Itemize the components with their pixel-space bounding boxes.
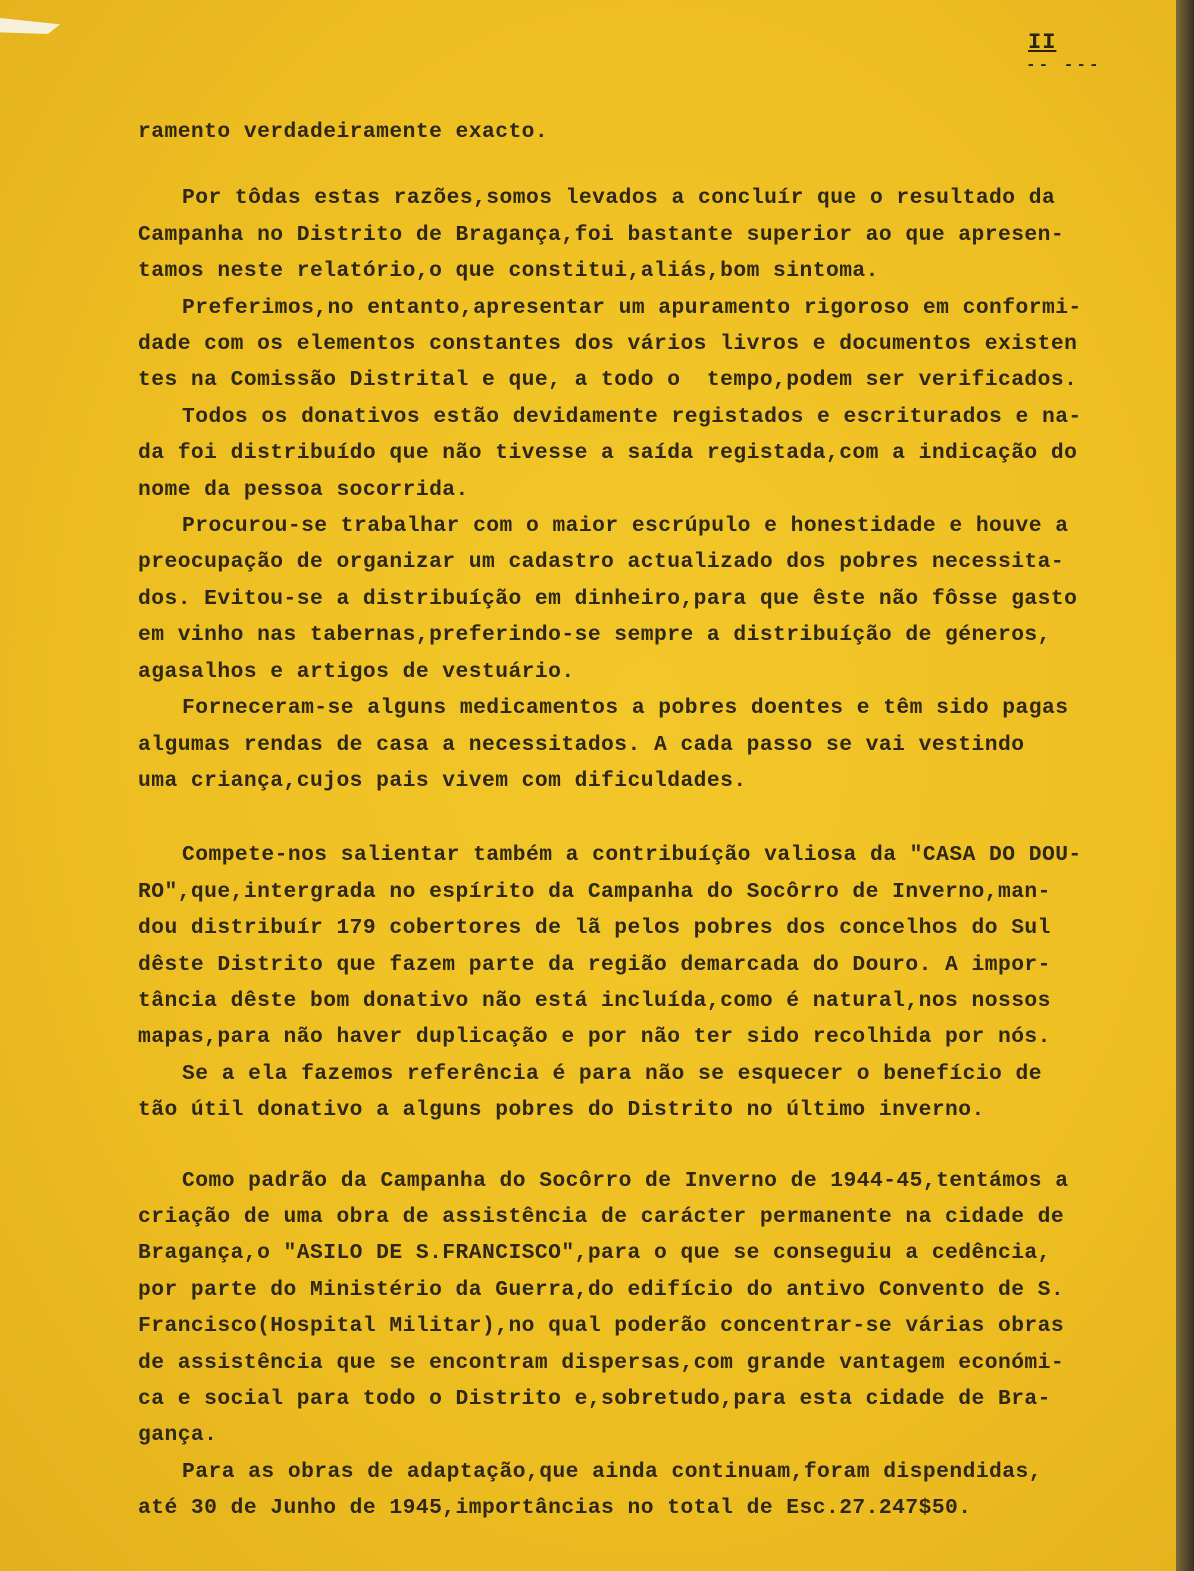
page-number-underline: -- ---	[1026, 56, 1102, 74]
text-line: Todos os donativos estão devidamente registados e escriturados e na-	[182, 404, 1082, 429]
text-line: preocupação de organizar um cadastro actualizado dos pobres necessita-	[138, 550, 1065, 575]
typed-body-text	[138, 114, 1176, 1527]
text-line: tância dêste bom donativo não está incluída,como é natural,nos nossos	[138, 988, 1051, 1013]
text-line: Bragança,o "ASILO DE S.FRANCISCO",para o que se conseguiu a cedência,	[138, 1241, 1051, 1266]
text-line: nome da pessoa socorrida.	[138, 477, 469, 502]
text-line: até 30 de Junho de 1945,importâncias no total de Esc.27.247$50.	[138, 1496, 972, 1521]
text-line: ca e social para todo o Distrito e,sobretudo,para esta cidade de Bra-	[138, 1387, 1051, 1411]
text-line: Campanha no Distrito de Bragança,foi bastante superior ao que apresen-	[138, 222, 1065, 247]
text-line: Procurou-se trabalhar com o maior escrúpulo e honestidade e houve a	[182, 514, 1069, 539]
text-line: em vinho nas tabernas,preferindo-se sempre a distribuíção de géneros,	[138, 623, 1051, 648]
text-line: dade com os elementos constantes dos vários livros e documentos existen	[138, 332, 1078, 357]
text-line: de assistência que se encontram dispersas,com grande vantagem económi-	[138, 1350, 1065, 1375]
text-line: da foi distribuído que não tivesse a saída registada,com a indicação do	[138, 441, 1078, 466]
paragraph-asilo	[138, 1163, 1176, 1454]
text-line: gança.	[138, 1423, 218, 1448]
paragraph-donations-registered	[138, 399, 1176, 508]
paragraph-continuation	[138, 114, 1176, 150]
paragraph-rigorous-count	[138, 290, 1176, 399]
page-edge-shadow	[1176, 0, 1194, 1571]
text-line: tes na Comissão Distrital e que, a todo o tempo,podem ser verificados.	[138, 368, 1078, 393]
paragraph-medicines	[138, 690, 1176, 799]
paragraph-honesty	[138, 508, 1176, 690]
text-line: Se a ela fazemos referência é para não se esquecer o benefício de	[182, 1061, 1042, 1086]
text-line: dou distribuír 179 cobertores de lã pelos pobres dos concelhos do Sul	[138, 916, 1051, 941]
text-line: uma criança,cujos pais vivem com dificuldades.	[138, 768, 747, 793]
paragraph-casa-do-douro	[138, 837, 1176, 1055]
text-line: Compete-nos salientar também a contribuíção valiosa da "CASA DO DOU-	[182, 843, 1082, 868]
text-line: tão útil donativo a alguns pobres do Distrito no último inverno.	[138, 1098, 985, 1123]
paragraph-expenses	[138, 1454, 1176, 1527]
text-line: criação de uma obra de assistência de carácter permanente na cidade de	[138, 1204, 1065, 1229]
text-line: dos. Evitou-se a distribuíção em dinheiro,para que êste não fôsse gasto	[138, 586, 1078, 611]
text-line: RO",que,intergrada no espírito da Campanha do Socôrro de Inverno,man-	[138, 879, 1051, 904]
text-line: agasalhos e artigos de vestuário.	[138, 659, 575, 684]
paragraph-reference	[138, 1056, 1176, 1129]
text-line: tamos neste relatório,o que constitui,aliás,bom sintoma.	[138, 259, 879, 284]
page-number: II	[1028, 30, 1057, 55]
text-line: Para as obras de adaptação,que ainda continuam,foram dispendidas,	[182, 1459, 1042, 1484]
text-line: ramento verdadeiramente exacto.	[138, 120, 549, 144]
text-line: mapas,para não haver duplicação e por não ter sido recolhida por nós.	[138, 1025, 1051, 1050]
text-line: Por tôdas estas razões,somos levados a concluír que o resultado da	[182, 186, 1056, 211]
text-line: Preferimos,no entanto,apresentar um apuramento rigoroso em conformi-	[182, 295, 1082, 320]
text-line: algumas rendas de casa a necessitados. A cada passo se vai vestindo	[138, 732, 1025, 757]
text-line: Francisco(Hospital Militar),no qual poderão concentrar-se várias obras	[138, 1314, 1065, 1339]
paragraph-conclusion	[138, 180, 1176, 289]
text-line: Forneceram-se alguns medicamentos a pobres doentes e têm sido pagas	[182, 696, 1069, 721]
text-line: dêste Distrito que fazem parte da região demarcada do Douro. A impor-	[138, 952, 1051, 977]
torn-corner	[0, 18, 60, 34]
text-line: Como padrão da Campanha do Socôrro de Inverno de 1944-45,tentámos a	[182, 1168, 1069, 1193]
text-line: por parte do Ministério da Guerra,do edifício do antivo Convento de S.	[138, 1277, 1065, 1302]
